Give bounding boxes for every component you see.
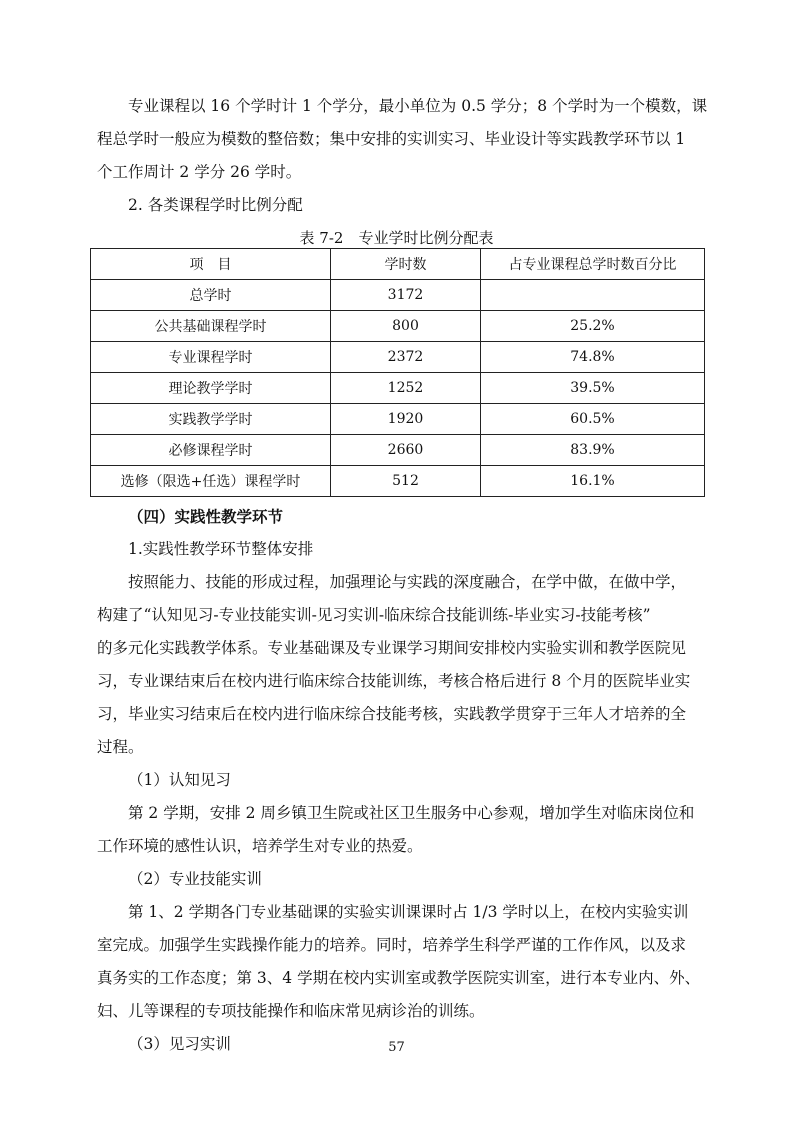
cell: 总学时 [91, 280, 331, 311]
cell: 专业课程学时 [91, 342, 331, 373]
subheading: 1.实践性教学环节整体安排 [128, 540, 314, 558]
text-line: 的多元化实践教学体系。专业基础课及专业课学习期间安排校内实验实训和教学医院见 [97, 639, 687, 657]
text-line: 程总学时一般应为模数的整倍数；集中安排的实训实习、毕业设计等实践教学环节以 1 [97, 130, 686, 148]
cell: 公共基础课程学时 [91, 311, 331, 342]
cell: 512 [331, 466, 481, 497]
cell: 83.9% [481, 435, 705, 466]
cell: 25.2% [481, 311, 705, 342]
text-line: 习，专业课结束后在校内进行临床综合技能训练，考核合格后进行 8 个月的医院毕业实 [97, 672, 691, 690]
cell: 2660 [331, 435, 481, 466]
cell: 3172 [331, 280, 481, 311]
header-cell: 项 目 [91, 249, 331, 280]
text-line: 真务实的工作态度；第 3、4 学期在校内实训室或教学医院实训室，进行本专业内、外、 [97, 969, 701, 987]
text-line: 习，毕业实习结束后在校内进行临床综合技能考核，实践教学贯穿于三年人才培养的全 [97, 705, 687, 723]
table-row [91, 435, 705, 466]
table-row [91, 404, 705, 435]
cell: 800 [331, 311, 481, 342]
cell: 60.5% [481, 404, 705, 435]
table-caption: 表 7-2 专业学时比例分配表 [299, 229, 494, 247]
cell: 选修（限选+任选）课程学时 [91, 466, 331, 497]
practice-section [97, 500, 699, 1061]
hours-ratio-table [90, 248, 705, 497]
cell: 实践教学学时 [91, 404, 331, 435]
table-row [91, 311, 705, 342]
table-row [91, 373, 705, 404]
header-cell: 占专业课程总学时数百分比 [481, 249, 705, 280]
subheading: 2. 各类课程学时比例分配 [128, 196, 303, 214]
cell: 必修课程学时 [91, 435, 331, 466]
cell: 74.8% [481, 342, 705, 373]
table-row [91, 466, 705, 497]
cell: 1252 [331, 373, 481, 404]
text-line: 妇、儿等课程的专项技能操作和临床常见病诊治的训练。 [97, 1002, 485, 1020]
cell: 16.1% [481, 466, 705, 497]
text-line: 第 1、2 学期各门专业基础课的实验实训课课时占 1/3 学时以上，在校内实验实训 [128, 903, 689, 921]
section-title: （四）实践性教学环节 [128, 507, 284, 526]
table-header-row [91, 249, 705, 280]
text-line: 按照能力、技能的形成过程，加强理论与实践的深度融合，在学中做，在做中学， [128, 573, 687, 591]
text-line: 过程。 [97, 738, 144, 756]
header-cell: 学时数 [331, 249, 481, 280]
table-row [91, 280, 705, 311]
cell [481, 280, 705, 311]
cell: 2372 [331, 342, 481, 373]
item-heading: （1）认知见习 [128, 771, 231, 789]
cell: 39.5% [481, 373, 705, 404]
text-line: 室完成。加强学生实践操作能力的培养。同时，培养学生科学严谨的工作作风，以及求 [97, 936, 687, 954]
page-number: 57 [388, 1040, 405, 1055]
text-line: 工作环境的感性认识，培养学生对专业的热爱。 [97, 837, 423, 855]
cell: 1920 [331, 404, 481, 435]
item-heading: （2）专业技能实训 [128, 870, 262, 888]
table-row [91, 342, 705, 373]
text-line: 构建了“认知见习-专业技能实训-见习实训-临床综合技能训练-毕业实习-技能考核” [97, 606, 651, 624]
intro-paragraph [97, 90, 708, 222]
text-line: 个工作周计 2 学分 26 学时。 [97, 163, 302, 181]
text-line: 专业课程以 16 个学时计 1 个学分，最小单位为 0.5 学分；8 个学时为一个模数，课 [128, 97, 708, 115]
text-line: 第 2 学期，安排 2 周乡镇卫生院或社区卫生服务中心参观，增加学生对临床岗位和 [128, 804, 695, 822]
cell: 理论教学学时 [91, 373, 331, 404]
item-heading: （3）见习实训 [128, 1035, 231, 1053]
